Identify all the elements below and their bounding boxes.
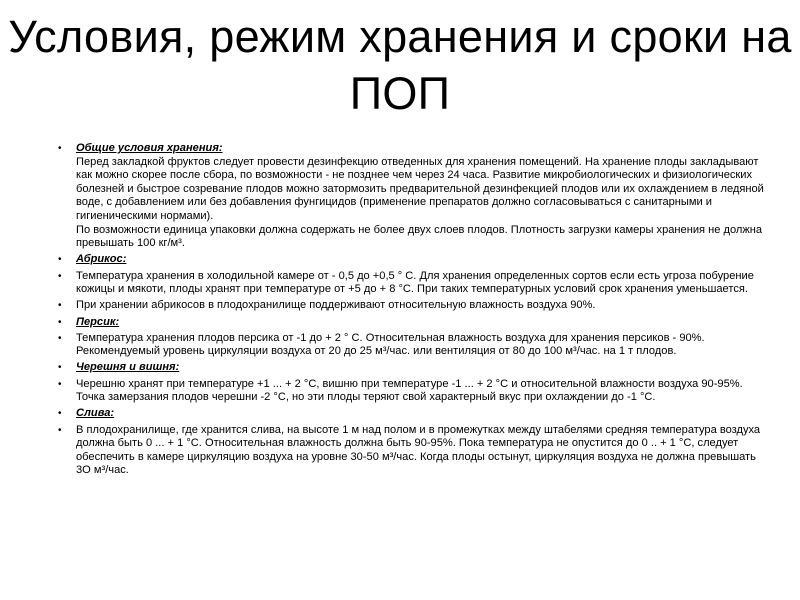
bullet-icon: • (58, 254, 62, 266)
list-item-cherry (58, 378, 764, 405)
bullet-icon: • (58, 332, 62, 344)
list-item-peach-heading (58, 316, 764, 330)
paragraph-apricot-2: При хранении абрикосов в плодохранилище поддерживают относительную влажность воздуха 90%. (76, 299, 596, 312)
list-item-plum-heading (58, 407, 764, 421)
paragraph-peach: Температура хранения плодов персика от -1 до + 2 ° С. Относительная влажность воздуха для хранения персиков - 90%. Рекомендуемый уровень циркуляции воздуха от 20 до 25 м³/час. или вентиляция от 80 до 100 м³/час. на 1 т плодов. (76, 331, 705, 358)
list-item-plum (58, 424, 764, 478)
slide-title: Условия, режим хранения и сроки на ПОП (8, 11, 792, 119)
bullet-icon: • (58, 316, 62, 328)
paragraph-cherry: Черешню хранят при температуре +1 ... + 2 °С, вишню при температуре -1 ... + 2 °С и относительной влажности воздуха 90-95%. Точка замерзания плодов черешни -2 °С, но эти плоды теряют свой характерный вкус при охлаждении до -1 °С. (76, 377, 743, 404)
list-item-apricot-2 (58, 299, 764, 313)
paragraph-plum: В плодохранилище, где хранится слива, на высоте 1 м над полом и в промежутках между штабелями средняя температура воздуха должна быть 0 ... + 1 °С. Относительная влажность должна быть 90-95%. Пока температура не опустится до 0 .. + 1 °С, следует обеспечить в камере циркуляцию воздуха на уровне 30-50 м³/час. Когда плоды остынут, циркуляция воздуха не должна превышать 3О м³/час. (76, 423, 761, 477)
section-heading-peach: Персик: (76, 315, 120, 328)
bullet-icon: • (58, 300, 62, 312)
content-list (58, 142, 764, 481)
section-heading-cherry: Черешня и вишня: (76, 361, 180, 374)
list-item-cherry-heading (58, 361, 764, 375)
section-heading-apricot: Абрикос: (76, 253, 127, 266)
list-item-apricot-1 (58, 270, 764, 297)
list-item-apricot-heading (58, 253, 764, 267)
section-heading-plum: Слива: (76, 407, 115, 420)
paragraph-apricot-1: Температура хранения в холодильной камере от - 0,5 до +0,5 ° С. Для хранения определенных сортов если есть угроза побурение кожицы и мякоти, плоды хранят при температуре от +5 до + 8 °С. При таких температурных условий срок хранения уменьшается. (76, 269, 754, 296)
bullet-icon: • (58, 143, 62, 154)
list-item-general (58, 142, 764, 251)
bullet-icon: • (58, 378, 62, 390)
bullet-icon: • (58, 362, 62, 374)
bullet-icon: • (58, 424, 62, 436)
paragraph-general-1: Перед закладкой фруктов следует провести дезинфекцию отведенных для хранения помещений. На хранение плоды закладывают как можно скорее после сбора, по возможности - не позднее чем через 24 часа. Развитие микробиологических и физиологических болезней и быстрое созревание плодов можно затормозить предварительной дезинфекцией плодов или их охлаждением в ледяной воде, с добавлением или без добавления фунгицидов (применение препаратов должно согласовываться с санитарными и гигиеническими нормами). (76, 155, 764, 222)
list-item-peach (58, 332, 764, 359)
bullet-icon: • (58, 270, 62, 282)
section-heading-general: Общие условия хранения: (76, 142, 223, 154)
paragraph-general-2: По возможности единица упаковки должна содержать не более двух слоев плодов. Плотность загрузки камеры хранения не должна превышать 100 кг/м³. (76, 223, 763, 250)
bullet-icon: • (58, 408, 62, 420)
